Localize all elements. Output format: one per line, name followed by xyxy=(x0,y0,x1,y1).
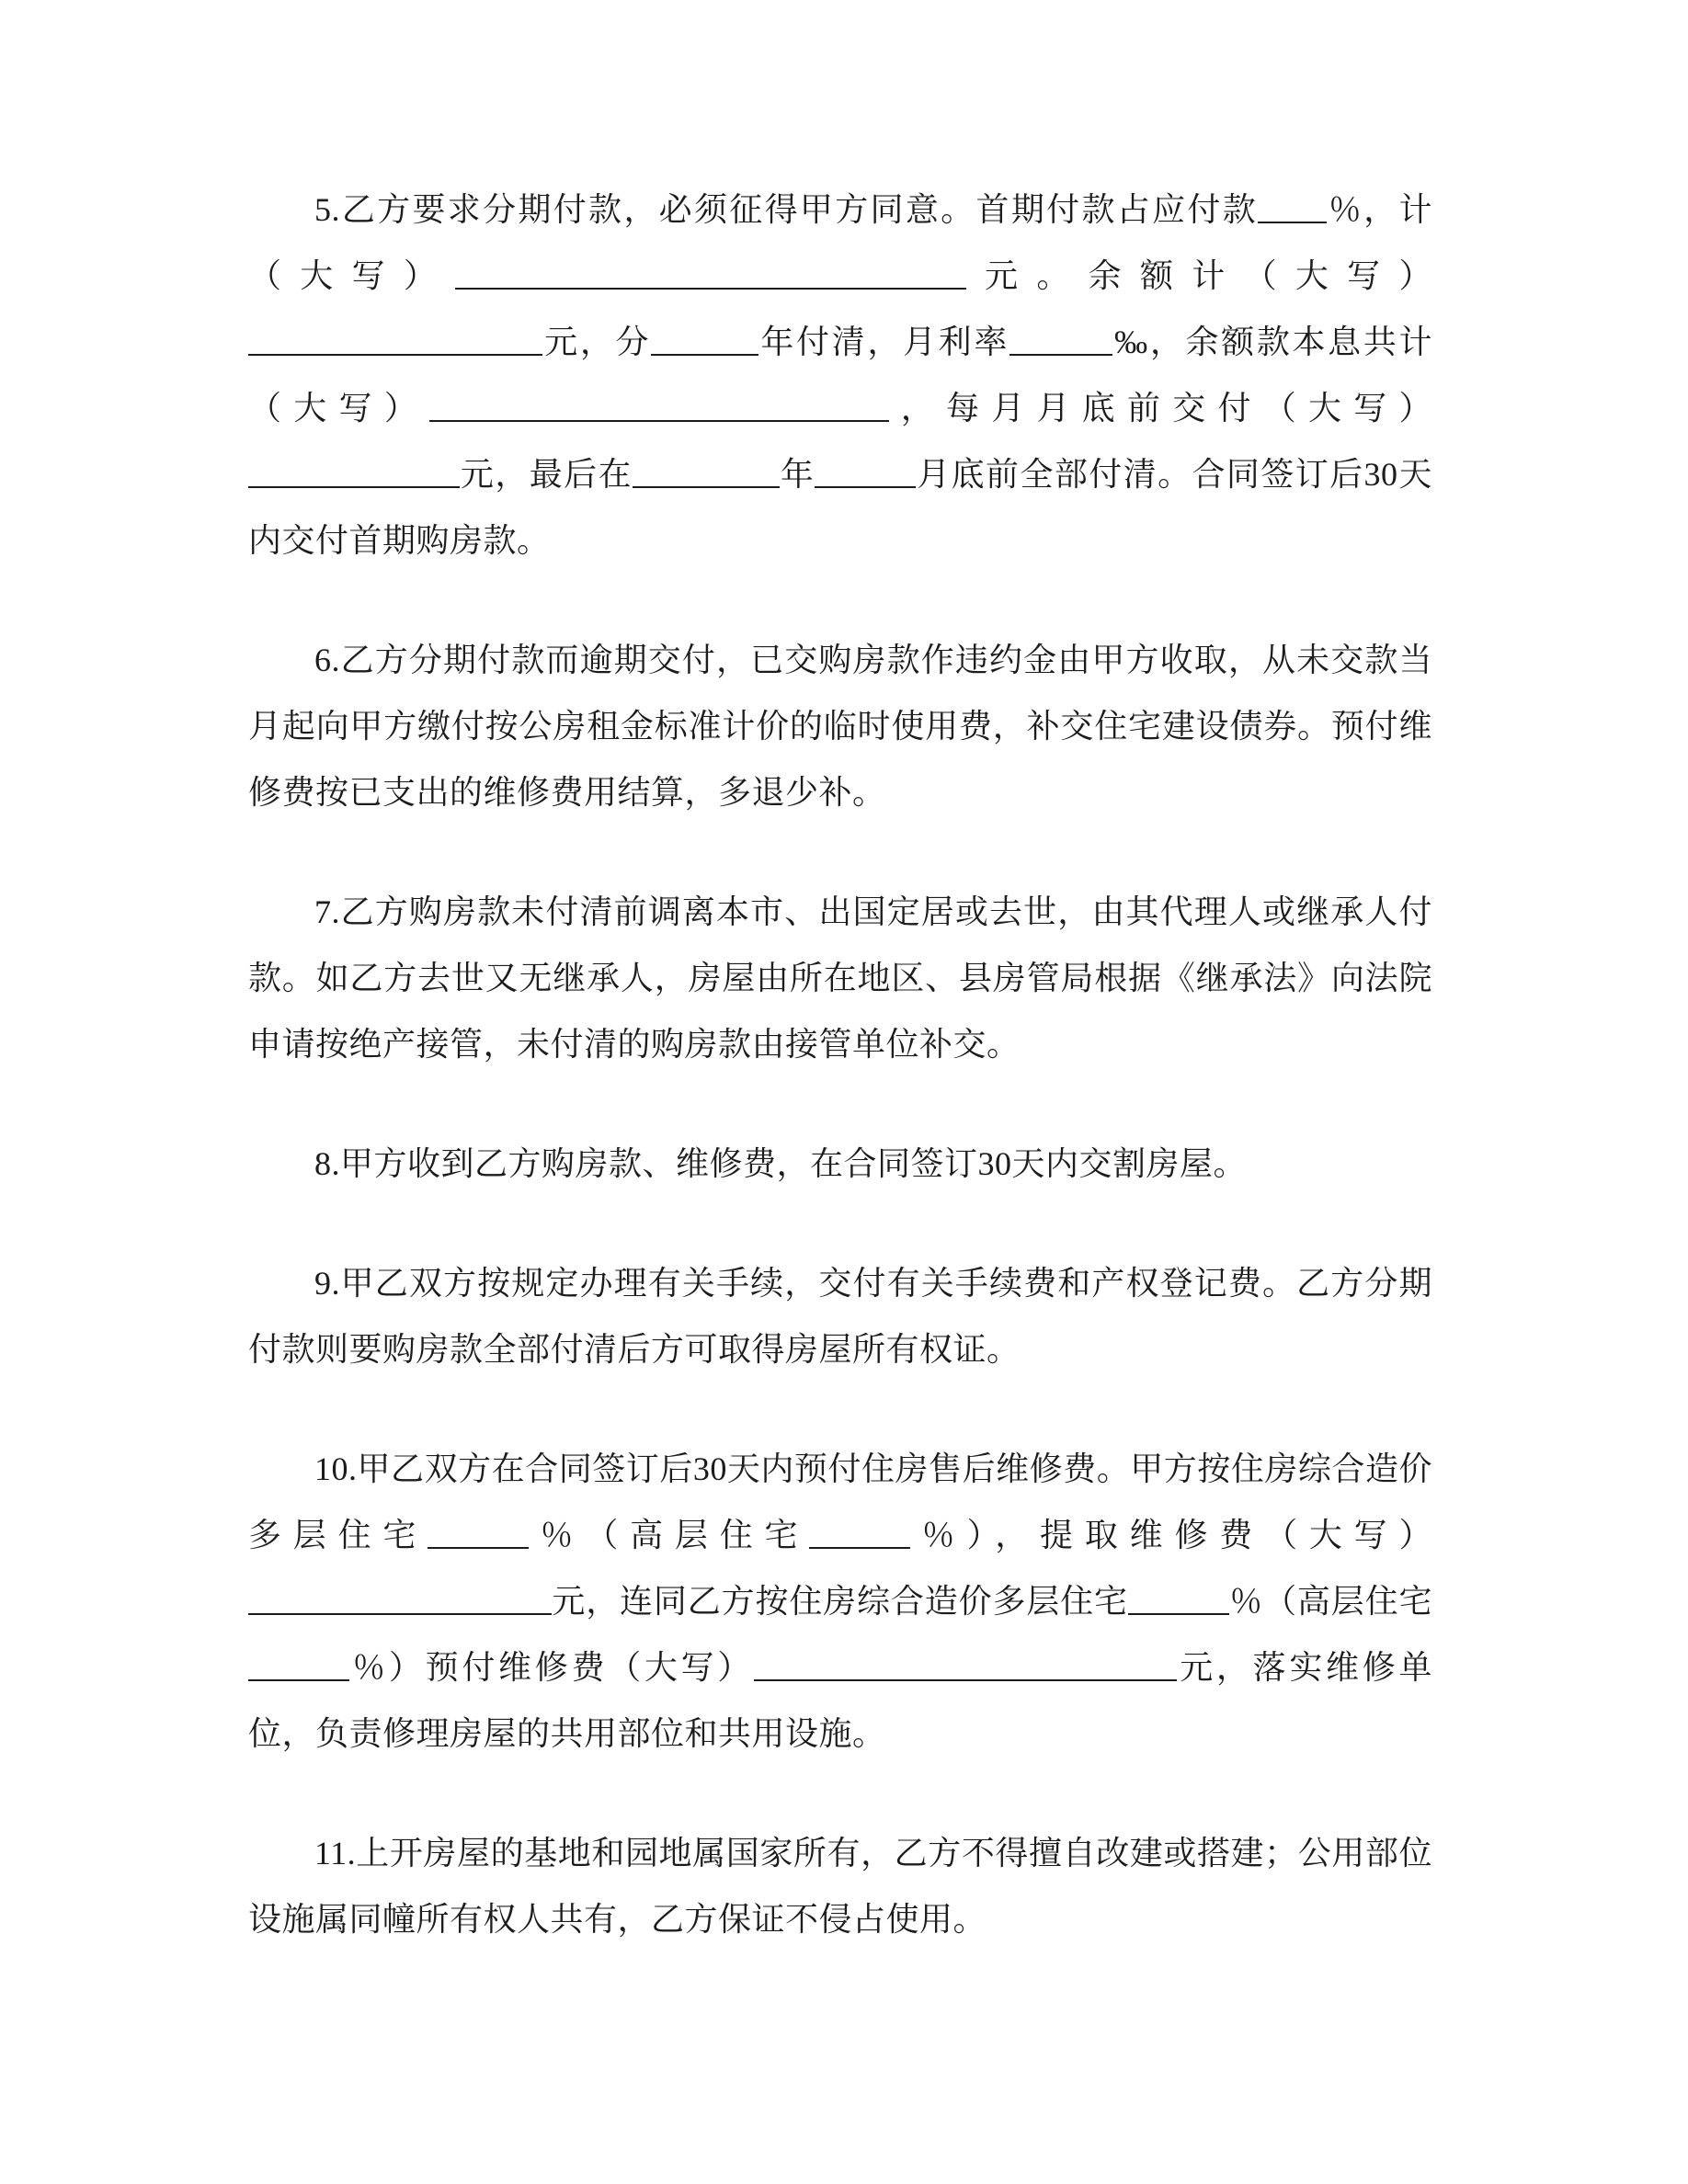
blank-underline-field xyxy=(455,282,966,290)
text-run: 月底前全部付清。合同签订后30天内交付首期购房款。 xyxy=(248,456,1432,559)
blank-underline-field xyxy=(248,1608,552,1615)
text-run: 8.甲方收到乙方购房款、维修费，在合同签订30天内交割房屋。 xyxy=(314,1145,1248,1182)
clause-10-maintenance-fee xyxy=(248,1436,1432,1767)
clause-11-land-and-common-areas xyxy=(248,1820,1432,1952)
text-run: 年 xyxy=(779,456,815,493)
text-run: 元，连同乙方按住房综合造价多层住宅 xyxy=(552,1583,1128,1620)
blank-underline-field xyxy=(429,415,889,422)
blank-underline-field xyxy=(248,1674,349,1681)
clause-6-overdue-payment xyxy=(248,627,1432,825)
blank-underline-field xyxy=(754,1674,1177,1681)
text-run: ，每月月底前交付（大写） xyxy=(889,390,1432,427)
clause-5-installment-payment xyxy=(248,176,1432,574)
blank-underline-field xyxy=(1258,216,1327,223)
text-run: 11.上开房屋的基地和园地属国家所有，乙方不得擅自改建或搭建；公用部位设施属同幢所有权人共有，乙方保证不侵占使用。 xyxy=(248,1835,1432,1938)
text-run: ％，计（大写） xyxy=(248,191,1432,294)
text-run: 元，落实维修单位，负责修理房屋的共用部位和共用设施。 xyxy=(248,1649,1432,1752)
text-run: 年付清，月利率 xyxy=(758,324,1009,360)
blank-underline-field xyxy=(809,1541,910,1549)
text-run: 元，分 xyxy=(542,324,652,360)
text-run: 元，最后在 xyxy=(460,456,633,493)
clause-7-relocation-or-death xyxy=(248,879,1432,1077)
blank-underline-field xyxy=(248,348,542,356)
text-run: ％），提取维修费（大写） xyxy=(910,1517,1432,1553)
clause-8-house-handover xyxy=(248,1131,1432,1197)
text-run: 9.甲乙双方按规定办理有关手续，交付有关手续费和产权登记费。乙方分期付款则要购房款全部付清后方可取得房屋所有权证。 xyxy=(248,1265,1432,1368)
text-run: ％（高层住宅 xyxy=(529,1517,810,1553)
blank-underline-field xyxy=(248,481,460,488)
text-run: 10.甲乙双方在合同签订后30天内预付住房售后维修费。甲方按住房综合造价多层住宅 xyxy=(248,1450,1432,1553)
blank-underline-field xyxy=(1128,1608,1229,1615)
document-body xyxy=(248,176,1432,1952)
text-run: 6.乙方分期付款而逾期交付，已交购房款作违约金由甲方收取，从未交款当月起向甲方缴付按公房租金标准计价的临时使用费，补交住宅建设债券。预付维修费按已支出的维修费用结算，多退少补。 xyxy=(248,642,1432,811)
text-run: 元。余额计（大写） xyxy=(966,257,1432,294)
text-run: ％）预付维修费（大写） xyxy=(349,1649,755,1686)
text-run: 5.乙方要求分期付款，必须征得甲方同意。首期付款占应付款 xyxy=(314,191,1259,228)
text-run: 7.乙方购房款未付清前调离本市、出国定居或去世，由其代理人或继承人付款。如乙方去世又无继承人，房屋由所在地区、县房管局根据《继承法》向法院申请按绝产接管，未付清的购房款由接管单位补交。 xyxy=(248,893,1432,1063)
clause-9-procedures-and-fees xyxy=(248,1250,1432,1382)
text-run: ％（高层住宅 xyxy=(1228,1583,1432,1620)
blank-underline-field xyxy=(633,481,780,488)
blank-underline-field xyxy=(815,481,916,488)
blank-underline-field xyxy=(1009,348,1112,356)
blank-underline-field xyxy=(651,348,758,356)
text-run: ‰，余额款本息共计（大写） xyxy=(248,324,1432,427)
blank-underline-field xyxy=(428,1541,529,1549)
